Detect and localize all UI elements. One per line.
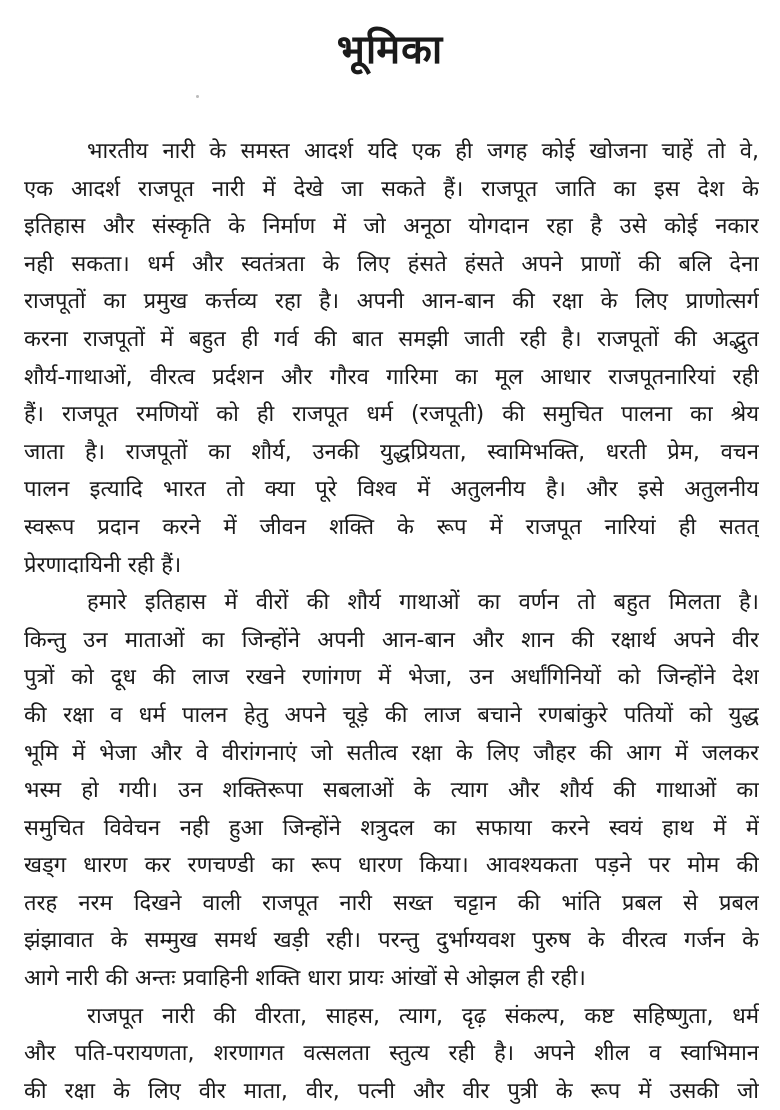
paragraph-1-line-3: इतिहास और संस्कृति के निर्माण में जो अनूठा योगदान रहा है उसे कोई नकार	[24, 214, 759, 240]
paragraph-2-line-7: समुचित विवेचन नही हुआ जिन्होंने शत्रुदल का सफाया करने स्वयं हाथ में में	[24, 815, 759, 841]
paragraph-1-line-7: शौर्य-गाथाओं, वीरत्व प्रर्दशन और गौरव गारिमा का मूल आधार राजपूतनारियां रही	[24, 364, 759, 390]
paragraph-1-line-4: नही सकता। धर्म और स्वतंत्रता के लिए हंसते हंसते अपने प्राणों की बलि देना	[24, 251, 759, 277]
paragraph-2-line-2: किन्तु उन माताओं का जिन्होंने अपनी आन-बान और शान की रक्षार्थ अपने वीर	[24, 627, 759, 653]
page-title: भूमिका	[336, 27, 444, 73]
paragraph-2-line-11: आगे नारी की अन्तः प्रवाहिनी शक्ति धारा प्रायः आंखों से ओझल ही रही।	[24, 966, 586, 992]
paragraph-2-line-9: तरह नरम दिखने वाली राजपूत नारी सख्त चट्टान की भांति प्रबल से प्रबल	[24, 890, 759, 916]
paragraph-2-line-8: खड्ग धारण कर रणचण्डी का रूप धारण किया। आवश्यकता पड़ने पर मोम की	[24, 853, 759, 879]
paragraph-2-line-10: झंझावात के सम्मुख समर्थ खड़ी रही। परन्तु दुर्भाग्यवश पुरुष के वीरत्व गर्जन के	[24, 928, 759, 954]
paragraph-1-line-8: हैं। राजपूत रमणियों को ही राजपूत धर्म (रजपूती) की समुचित पालना का श्रेय	[24, 402, 759, 428]
paragraph-3-line-2: और पति-परायणता, शरणागत वत्सलता स्तुत्य रही है। अपने शील व स्वाभिमान	[24, 1041, 759, 1067]
paragraph-2-line-3: पुत्रों को दूध की लाज रखने रणांगण में भेजा, उन अर्धांगिनियों को जिन्होंने देश	[24, 665, 759, 691]
paragraph-3-line-1: राजपूत नारी की वीरता, साहस, त्याग, दृढ़ संकल्प, कष्ट सहिष्णुता, धर्म	[87, 1003, 759, 1029]
paragraph-2-line-1: हमारे इतिहास में वीरों की शौर्य गाथाओं का वर्णन तो बहुत मिलता है।	[87, 590, 759, 616]
paragraph-1-line-9: जाता है। राजपूतों का शौर्य, उनकी युद्धप्रियता, स्वामिभक्ति, धरती प्रेम, वचन	[24, 439, 759, 465]
paragraph-1-line-12: प्रेरणादायिनी रही हैं।	[24, 552, 182, 578]
paragraph-1-line-6: करना राजपूतों में बहुत ही गर्व की बात समझी जाती रही है। राजपूतों की अद्भुत	[24, 326, 759, 352]
paragraph-1-line-11: स्वरूप प्रदान करने में जीवन शक्ति के रूप में राजपूत नारियां ही सतत्	[24, 514, 759, 540]
paragraph-2-line-6: भस्म हो गयी। उन शक्तिरूपा सबलाओं के त्याग और शौर्य की गाथाओं का	[24, 778, 759, 804]
paragraph-1-line-2: एक आदर्श राजपूत नारी में देखे जा सकते हैं। राजपूत जाति का इस देश के	[24, 176, 759, 202]
paragraph-1-line-10: पालन इत्यादि भारत तो क्या पूरे विश्व में अतुलनीय है। और इसे अतुलनीय	[24, 477, 759, 503]
paragraph-2-line-5: भूमि में भेजा और वे वीरांगनाएं जो सतीत्व रक्षा के लिए जौहर की आग में जलकर	[24, 740, 759, 766]
paragraph-3-line-3: की रक्षा के लिए वीर माता, वीर, पत्नी और वीर पुत्री के रूप में उसकी जो	[24, 1078, 759, 1104]
paragraph-1-line-5: राजपूतों का प्रमुख कर्त्तव्य रहा है। अपनी आन-बान की रक्षा के लिए प्राणोत्सर्ग	[24, 289, 759, 315]
paragraph-1-line-1: भारतीय नारी के समस्त आदर्श यदि एक ही जगह कोई खोजना चाहें तो वे,	[87, 139, 759, 164]
paragraph-2-line-4: की रक्षा व धर्म पालन हेतु अपने चूड़े की लाज बचाने रणबांकुरे पतियों को युद्ध	[24, 702, 759, 728]
scan-speck	[196, 95, 199, 98]
body-text	[24, 133, 759, 1110]
